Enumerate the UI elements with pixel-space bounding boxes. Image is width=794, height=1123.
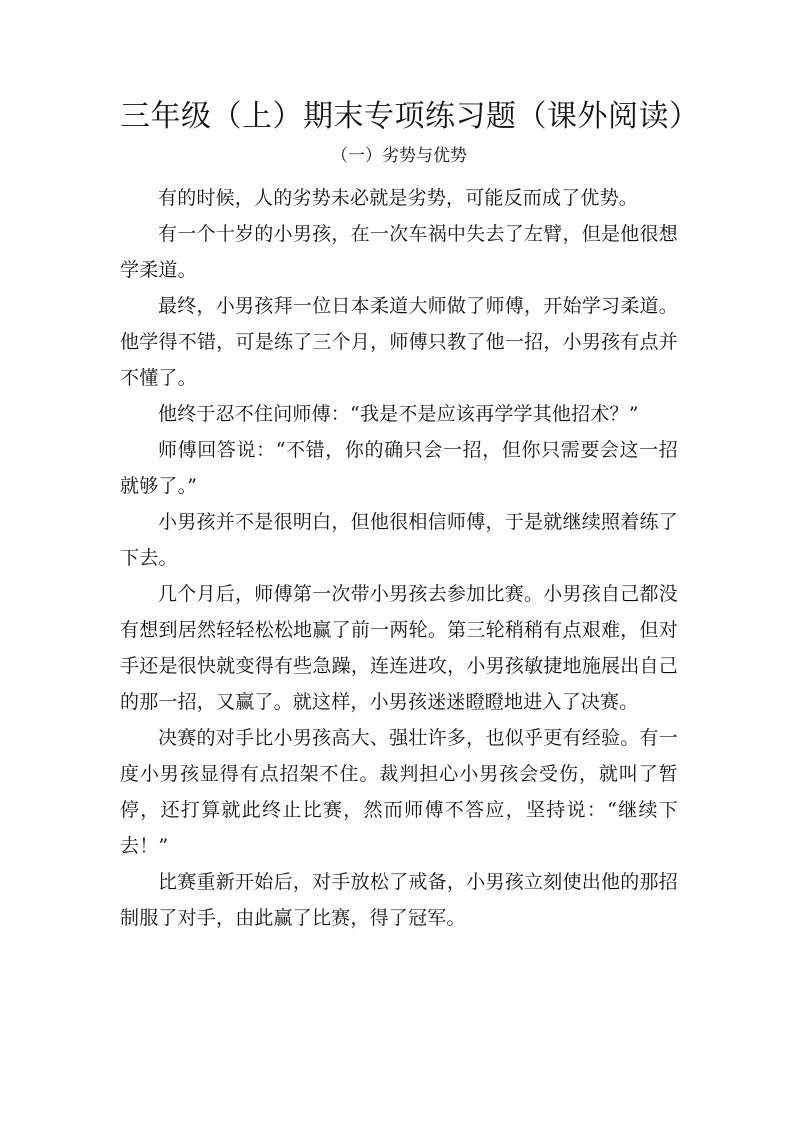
paragraph: 有一个十岁的小男孩，在一次车祸中失去了左臂，但是他很想学柔道。	[120, 223, 678, 281]
article-body	[120, 180, 678, 936]
paragraph: 几个月后，师傅第一次带小男孩去参加比赛。小男孩自己都没有想到居然轻轻松松地赢了前一两轮。第三轮稍稍有点艰难，但对手还是很快就变得有些急躁，连连进攻，小男孩敏捷地施展出自己的那一招，又赢了。就这样，小男孩迷迷瞪瞪地进入了决赛。	[120, 583, 678, 713]
section-title: （一）劣势与优势	[331, 146, 467, 166]
paragraph: 决赛的对手比小男孩高大、强壮许多，也似乎更有经验。有一度小男孩显得有点招架不住。裁判担心小男孩会受伤，就叫了暂停，还打算就此终止比赛，然而师傅不答应，坚持说：“继续下去！”	[120, 727, 678, 857]
paragraph: 小男孩并不是很明白，但他很相信师傅，于是就继续照着练了下去。	[120, 511, 678, 569]
paragraph: 师傅回答说：“不错，你的确只会一招，但你只需要会这一招就够了。”	[120, 439, 678, 497]
document-title: 三年级（上）期末专项练习题（课外阅读）	[120, 99, 700, 134]
paragraph: 比赛重新开始后，对手放松了戒备，小男孩立刻使出他的那招制服了对手，由此赢了比赛，得了冠军。	[120, 871, 678, 929]
paragraph: 他终于忍不住问师傅：“我是不是应该再学学其他招术？”	[158, 403, 639, 425]
paragraph: 最终，小男孩拜一位日本柔道大师做了师傅，开始学习柔道。他学得不错，可是练了三个月，师傅只教了他一招，小男孩有点并不懂了。	[120, 295, 678, 389]
paragraph: 有的时候，人的劣势未必就是劣势，可能反而成了优势。	[158, 187, 639, 209]
